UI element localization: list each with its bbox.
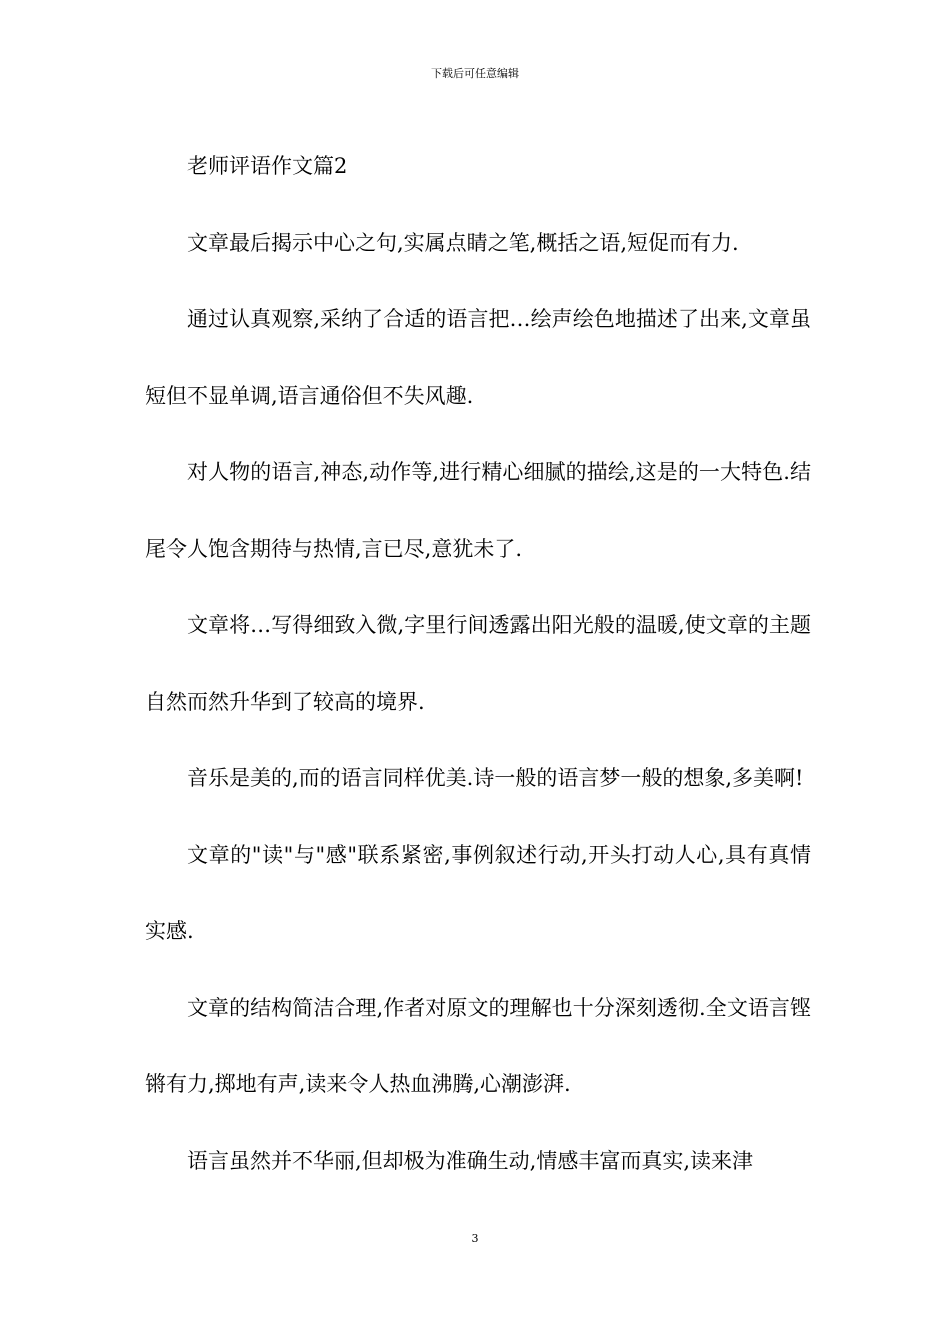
section-title: 老师评语作文篇2 [187,154,348,178]
page-number: 3 [471,1232,479,1245]
paragraph: 语言虽然并不华丽,但却极为准确生动,情感丰富而真实,读来津 [187,1148,754,1173]
page-header: 下载后可任意编辑 [431,67,519,80]
paragraph: 文章的结构简洁合理,作者对原文的理解也十分深刻透彻.全文语言铿锵有力,掷地有声,读来令人热血沸腾,心潮澎湃. [145,995,811,1096]
paragraph: 文章将…写得细致入微,字里行间透露出阳光般的温暖,使文章的主题自然而然升华到了较高的境界. [145,613,811,714]
paragraph: 对人物的语言,神态,动作等,进行精心细腻的描绘,这是的一大特色.结尾令人饱含期待与热情,言已尽,意犹未了. [145,460,811,561]
document-body [145,128,811,1199]
paragraph: 通过认真观察,采纳了合适的语言把…绘声绘色地描述了出来,文章虽短但不显单调,语言通俗但不失风趣. [145,307,811,408]
paragraph: 文章的"读"与"感"联系紧密,事例叙述行动,开头打动人心,具有真情实感. [145,842,811,943]
paragraph: 音乐是美的,而的语言同样优美.诗一般的语言梦一般的想象,多美啊! [187,766,804,790]
paragraph: 文章最后揭示中心之句,实属点睛之笔,概括之语,短促而有力. [187,230,739,255]
